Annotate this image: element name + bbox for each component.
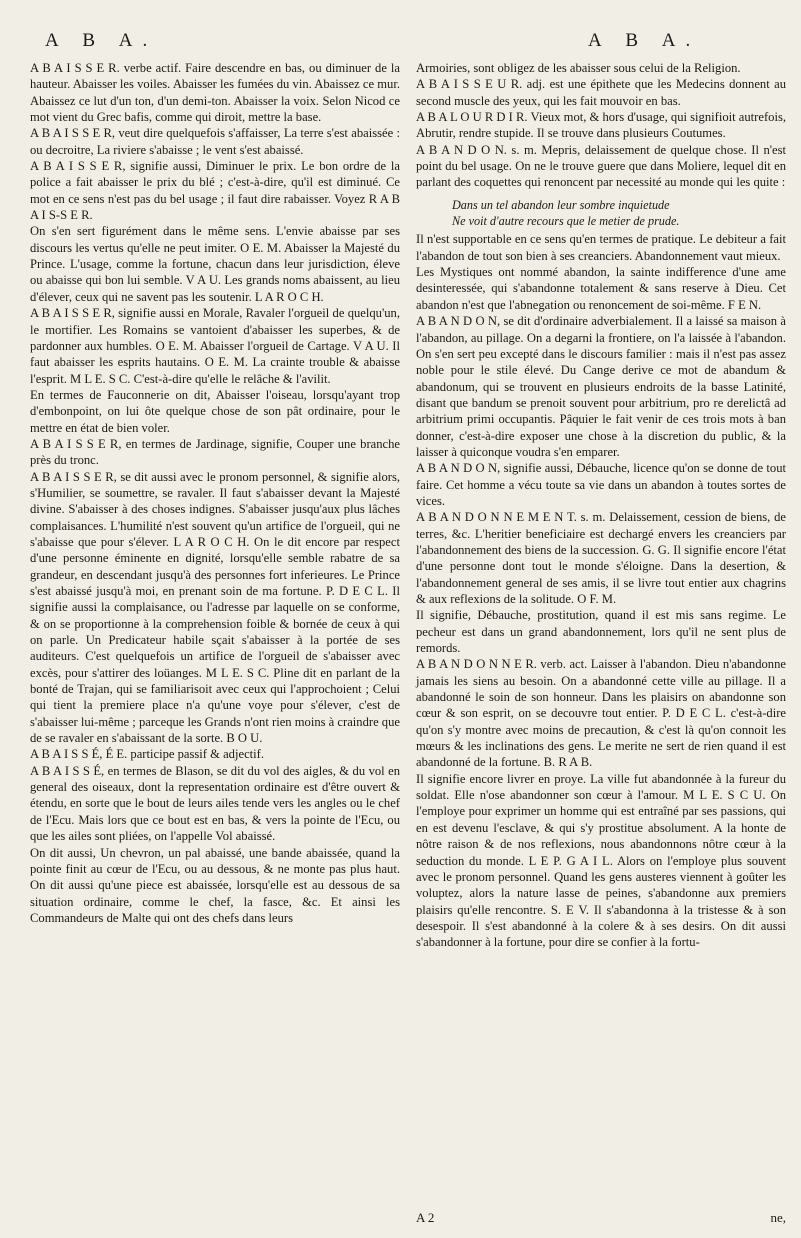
verse-quotation (452, 197, 786, 230)
entry-paragraph: A B A N D O N. s. m. Mepris, delaissement de quelque chose. Il n'est point du bel usage. On ne le trouve guere que dans Moliere, lequel dit en parlant des coquettes qui renoncent par necessité au monde qui les quite : (416, 142, 786, 190)
entry-paragraph: A B A I S S E R, signifie aussi en Morale, Ravaler l'orgueil de quelqu'un, le mortifier. Les Romains se vantoient d'abaisser les superbes, & de pardonner aux humbles. O E. M. Abaisser l'orgueil de Cartage. V A U. Il faut abaisser les esprits hautains. O E. M. La crainte trouble & abaisse l'esprit. M L E. S C. C'est-à-dire qu'elle le relâche & l'avilit. (30, 306, 400, 386)
entry-paragraph: A B A N D O N, se dit d'ordinaire adverbialement. Il a laissé sa maison à l'abandon, au pillage. On a degarni la frontiere, on l'a laissée à l'abandon. On s'en sert peu excepté dans le discours familier : mais il n'est pas assez noble pour le stile élevé. Du Cange derive ce mot de abandum & abandonum, qui se trouvent en plusieurs endroits de la basse Latinité, disant que bandum se prenoit souvent pour arbitrium, pro re derelictâ ad arbitrium primi occupantis. Pâquier le fait venir de ces trois mots à ban donner, c'est-à-dire exposer une chose à la discretion du public, & la laisser à quiconque voudra s'en emparer. (416, 314, 786, 459)
entry-paragraph: A B A N D O N, signifie aussi, Débauche, licence qu'on se donne de tout faire. Cet homme a vécu toute sa vie dans un abandon à toutes sortes de vices. (416, 461, 786, 508)
running-header (0, 30, 801, 58)
entry-paragraph: A B A I S S E R, signifie aussi, Diminuer le prix. Le bon ordre de la police a fait abaisser le prix du blé ; c'est-à-dire, qu'il est diminué. Ce mot en ce sens n'est pas du bel usage ; il faut dire rabaisser. Voyez R A B A I S-S E R. (30, 159, 400, 223)
entry-paragraph: A B A I S S É, en termes de Blason, se dit du vol des aigles, & du vol en general des oiseaux, dont la representation ordinaire est d'être ouvert & étendu, en sorte que le bout de leurs ailes tende vers les angles ou le chef de l'Ecu. Mais lors que ce bout est en bas, & vers la pointe de l'Ecu, ou que les ailes sont pliées, on l'appelle Vol abaissé. (30, 763, 400, 844)
verse-line: Dans un tel abandon leur sombre inquietude (452, 197, 670, 212)
entry-paragraph: En termes de Fauconnerie on dit, Abaisser l'oiseau, lorsqu'ayant trop d'embonpoint, on lui ôte quelque chose de son pât ordinaire, pour le mettre en état de bien voler. (30, 387, 400, 435)
entry-paragraph: On dit aussi, Un chevron, un pal abaissé, une bande abaissée, quand la pointe finit au cœur de l'Ecu, ou au dessous, & ne monte pas plus haut. On dit aussi qu'une piece est abaissée, lorsqu'elle est au dessous de sa situation ordinaire, comme le chef, la fasce, &c. Et ainsi les Commandeurs de Malte qui ont des chefs dans leurs (30, 845, 400, 925)
catchword: ne, (770, 1210, 786, 1225)
entry-paragraph: A B A I S S E R, en termes de Jardinage, signifie, Couper une branche près du tronc. (30, 436, 400, 468)
signature-mark: A 2 (416, 1210, 435, 1225)
right-column (416, 60, 786, 951)
entry-paragraph: A B A I S S E R. verbe actif. Faire descendre en bas, ou diminuer de la hauteur. Abaisser les voiles. Abaisser les fumées du vin. Abaissez ce mur. Abaissez ce lut d'un ton, d'un demi-ton. Abaisser la voix. Selon Nicod ce mot vient du Grec bafis, comme qui diroit, mettre la base. (30, 61, 400, 125)
entry-paragraph: A B A I S S E R, se dit aussi avec le pronom personnel, & signifie alors, s'Humilier, se soumettre, se ravaler. Il faut s'abaisser devant la Majesté divine. S'abaisser à des choses indignes. S'abaisser jusqu'aux plus lâches complaisances. L'humilité n'est souvent qu'un artifice de l'orgueil, qui ne s'abaisse que pour s'élever. L A R O C H. On le dit encore par respect d'une personne éminente en dignité, lorsqu'elle semble rabatre de sa grandeur, en descendant jusqu'à des personnes fort inferieures. Le Prince s'est abaissé jusqu'à moi, en prenant soin de ma fortune. P. D E C L. Il signifie aussi la complaisance, ou l'adresse par laquelle on se conforme, & on se proportionne à la comprehension foible & bornée de ceux à qui on parle. Un Predicateur habile sçait s'abaisser à la portée de ses auditeurs. C'est quelquefois un artifice de l'orgueil de s'abaisser avec excès, pour s'attirer des loüanges. M L E. S C. Pline dit en parlant de la bonté de Trajan, qui se familiarisoit avec ceux qui l'approchoient ; Celui qui tient la premiere place n'a qu'une voye pour s'élever, c'est de s'abaisser lui-même ; parceque les Grands n'ont rien moins à craindre que de se ravaler en s'abaissant de la sorte. B O U. (30, 469, 400, 746)
entry-paragraph: On s'en sert figurément dans le même sens. L'envie abaisse par ses discours les vertus qu'elle ne peut imiter. O E. M. Abaisser la Majesté du Prince. L'usage, comme la fortune, chacun dans leur jurisdiction, éleve ou abaisse qui bon lui semble. V A U. Les grands noms abaissent, au lieu d'élever, ceux qui ne savent pas les soutenir. L A R O C H. (30, 224, 400, 304)
left-column (30, 60, 400, 926)
entry-paragraph: A B A I S S E U R. adj. est une épithete que les Medecins donnent au second muscle des yeux, qui les fait mouvoir en bas. (416, 77, 786, 108)
entry-paragraph: A B A I S S E R, veut dire quelquefois s'affaisser, La terre s'est abaissée : ou decroitre, La riviere s'abaisse ; le vent s'est abaissé. (30, 126, 400, 157)
entry-paragraph: Les Mystiques ont nommé abandon, la sainte indifference d'une ame desinteressée, qui s'abandonne totalement & sans reserve à Dieu. Cet abandon n'est que l'abnegation ou renoncement de soi-même. F E N. (416, 265, 786, 312)
header-right: A B A. (588, 30, 701, 51)
header-left: A B A. (45, 30, 158, 51)
entry-paragraph: Il signifie encore livrer en proye. La ville fut abandonnée à la fureur du soldat. Elle n'ose abandonner son cœur à l'amour. M L E. S C U. On l'employe pour exprimer un homme qui est entraîné par ses passions, qui en est devenu l'esclave, & qui s'y prostitue absolument. A la honte de nôtre raison & de nos reflexions, nous abandonnons nôtre cœur à la seduction du monde. L E P. G A I L. Alors on l'employe plus souvent avec le pronom personnel. Quand les gens austeres viennent à goûter les voluptez, alors la nature lasse de peines, s'abandonne aux premiers plaisirs qu'elle rencontre. S. E V. Il s'abandonna à la tristesse & à son desespoir. Il s'est abandonné à la colere & à ses desirs. On dit aussi s'abandonner à la fortune, pour dire se confier à la fortu- (416, 771, 786, 950)
verse-line: Ne voit d'autre recours que le metier de prude. (452, 214, 680, 229)
page-footer (416, 1210, 786, 1228)
entry-paragraph: A B A L O U R D I R. Vieux mot, & hors d'usage, qui signifioit autrefois, Abrutir, rendre stupide. Il se trouve dans plusieurs Coutumes. (416, 110, 786, 141)
entry-paragraph: A B A I S S É, É E. participe passif & adjectif. (30, 747, 264, 762)
entry-paragraph: A B A N D O N N E M E N T. s. m. Delaissement, cession de biens, de terres, &c. L'heritier beneficiaire est dechargé envers les creanciers par l'abandonnement des biens de la succession. G. G. Il signifie encore l'état d'une personne dont tout le monde s'éloigne. Dans la desertion, & l'abandonnement general de ses amis, il se livre tout entier aux chagrins & aux reflexions de la solitude. O F. M. (416, 510, 786, 606)
entry-paragraph: Armoiries, sont obligez de les abaisser sous celui de la Religion. (416, 61, 741, 75)
entry-paragraph: A B A N D O N N E R. verb. act. Laisser à l'abandon. Dieu n'abandonne jamais les siens au besoin. On a abandonné cette ville au pillage. Il a abandonné le soin de son honneur. Dans les plaisirs on abandonne son cœur & son esprit, on se decouvre tout entier. P. D E C L. c'est-à-dire qu'on s'y montre avec moins de precaution, & c'est là qu'on connoit les mœurs & les inclinations des gens. Le merite ne sert de rien quand il est abandonné de la fortune. B. R A B. (416, 657, 786, 770)
entry-paragraph: Il signifie, Débauche, prostitution, quand il est mis sans regime. Le pecheur est dans un grand abandonnement, lors qu'il ne sent plus de remords. (416, 608, 786, 656)
entry-paragraph: Il n'est supportable en ce sens qu'en termes de pratique. Le debiteur a fait l'abandon de tout son bien à ses creanciers. Abandonnement vaut mieux. (416, 232, 786, 263)
